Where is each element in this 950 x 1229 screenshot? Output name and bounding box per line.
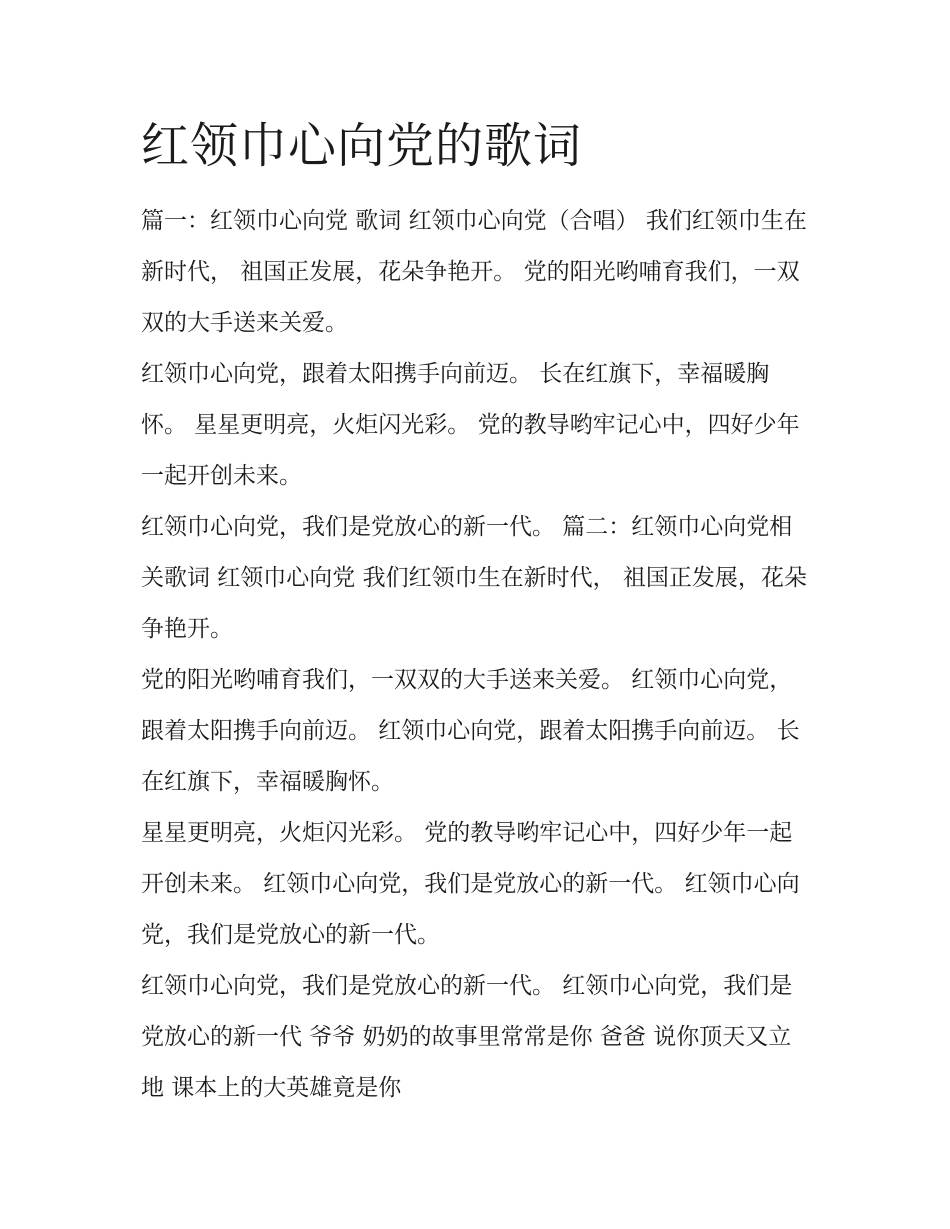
- paragraph-5: 星星更明亮，火炬闪光彩。 党的教导哟牢记心中，四好少年一起开创未来。 红领巾心向党，我们是党放心的新一代。 红领巾心向党，我们是党放心的新一代。: [141, 820, 800, 948]
- document-body: [141, 196, 811, 1114]
- paragraph-2: 红领巾心向党，跟着太阳携手向前迈。 长在红旗下，幸福暖胸怀。 星星更明亮，火炬闪光彩。 党的教导哟牢记心中，四好少年一起开创未来。: [141, 361, 800, 489]
- paragraph-3: 红领巾心向党，我们是党放心的新一代。 篇二：红领巾心向党相关歌词 红领巾心向党 我们红领巾生在新时代， 祖国正发展，花朵争艳开。: [141, 514, 807, 642]
- document-title: 红领巾心向党的歌词: [141, 118, 583, 174]
- paragraph-4: 党的阳光哟哺育我们，一双双的大手送来关爱。 红领巾心向党，跟着太阳携手向前迈。 红领巾心向党，跟着太阳携手向前迈。 长在红旗下，幸福暖胸怀。: [141, 667, 800, 795]
- paragraph-1: 篇一：红领巾心向党 歌词 红领巾心向党（合唱） 我们红领巾生在新时代， 祖国正发展，花朵争艳开。 党的阳光哟哺育我们，一双双的大手送来关爱。: [141, 208, 807, 336]
- paragraph-6: 红领巾心向党，我们是党放心的新一代。 红领巾心向党，我们是党放心的新一代 爷爷 奶奶的故事里常常是你 爸爸 说你顶天又立地 课本上的大英雄竟是你: [141, 973, 793, 1101]
